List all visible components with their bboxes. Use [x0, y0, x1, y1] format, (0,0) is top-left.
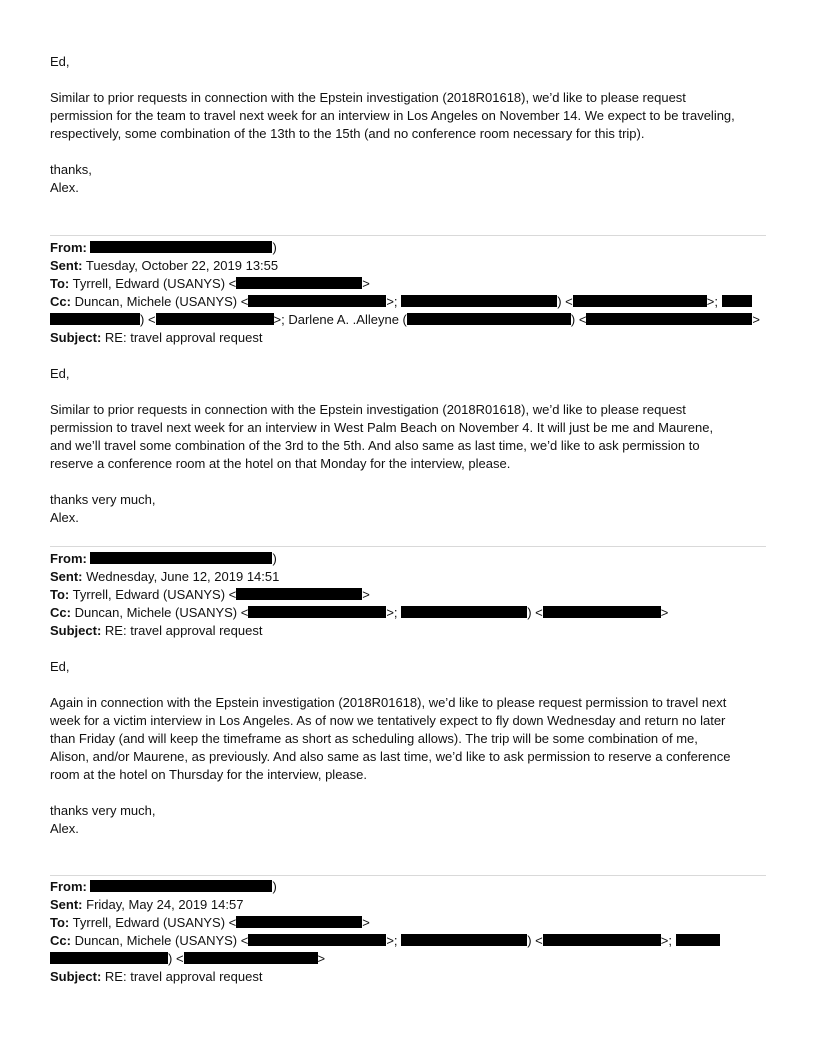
- redaction-box: [248, 606, 386, 618]
- to-label: To:: [50, 276, 70, 291]
- body-line: Similar to prior requests in connection with the Epstein investigation (2018R01618), we’d like to please request: [50, 402, 686, 417]
- cc-line: Cc: Duncan, Michele (USANYS) < >; ) < >;: [50, 293, 752, 311]
- cc-label: Cc:: [50, 294, 71, 309]
- from-label: From:: [50, 551, 87, 566]
- redaction-box: [543, 934, 661, 946]
- cc-recipient: Duncan, Michele (USANYS) <: [74, 933, 249, 948]
- from-line: From: ): [50, 551, 277, 566]
- to-line: To: Tyrrell, Edward (USANYS) < >: [50, 915, 370, 930]
- subject-label: Subject:: [50, 969, 102, 984]
- from-label: From:: [50, 240, 87, 255]
- redaction-box: [543, 606, 661, 618]
- sent-value: Wednesday, June 12, 2019 14:51: [86, 569, 280, 584]
- body-line: week for a victim interview in Los Angeles. As of now we tentatively expect to fly down Wednesday and return no later: [50, 713, 726, 728]
- body-line: and we’ll travel some combination of the 3rd to the 5th. And also same as last time, we’d like to ask permission to: [50, 438, 700, 453]
- greeting: Ed,: [50, 366, 70, 381]
- subject-line: [50, 968, 262, 986]
- subject-label: Subject:: [50, 330, 102, 345]
- cc-recipient: Duncan, Michele (USANYS) <: [74, 294, 249, 309]
- signoff: thanks,: [50, 162, 92, 177]
- redaction-box: [573, 295, 707, 307]
- signature: Alex.: [50, 180, 79, 195]
- redaction-box: [184, 952, 318, 964]
- sent-line: [50, 896, 243, 914]
- body-line: than Friday (and will keep the timeframe as short as scheduling allows). The trip will be some combination of me,: [50, 731, 698, 746]
- redaction-box: [586, 313, 752, 325]
- subject-line: [50, 329, 262, 347]
- cc-line-continued: ) < >; Darlene A. .Alleyne ( ) < >: [50, 311, 760, 329]
- sent-label: Sent:: [50, 897, 83, 912]
- body-line: Again in connection with the Epstein investigation (2018R01618), we’d like to please request permission to travel next: [50, 695, 727, 710]
- redaction-box: [50, 952, 168, 964]
- sent-line: [50, 257, 278, 275]
- redaction-box: [248, 934, 386, 946]
- redaction-box: [401, 934, 527, 946]
- subject-value: RE: travel approval request: [104, 330, 263, 345]
- sent-value: Friday, May 24, 2019 14:57: [86, 897, 244, 912]
- cc-line: Cc: Duncan, Michele (USANYS) < >; ) < >;: [50, 932, 720, 950]
- redaction-box: [401, 606, 527, 618]
- body-line: permission for the team to travel next week for an interview in Los Angeles on November 14. We expect to be traveling,: [50, 108, 735, 123]
- redaction-box: [722, 295, 752, 307]
- to-recipient: Tyrrell, Edward (USANYS) <: [72, 587, 237, 602]
- signature: Alex.: [50, 510, 79, 525]
- subject-line: [50, 622, 262, 640]
- to-label: To:: [50, 915, 70, 930]
- redaction-box: [236, 277, 362, 289]
- separator: [50, 875, 766, 876]
- signature: Alex.: [50, 821, 79, 836]
- sent-label: Sent:: [50, 569, 83, 584]
- signoff: thanks very much,: [50, 492, 156, 507]
- signoff: thanks very much,: [50, 803, 156, 818]
- redaction-box: [90, 241, 272, 253]
- redaction-box: [50, 313, 140, 325]
- greeting: Ed,: [50, 54, 70, 69]
- subject-value: RE: travel approval request: [104, 969, 263, 984]
- redaction-box: [676, 934, 720, 946]
- cc-label: Cc:: [50, 933, 71, 948]
- from-line: From: ): [50, 240, 277, 255]
- sent-line: [50, 568, 279, 586]
- cc-line-continued: ) < >: [50, 950, 325, 968]
- separator: [50, 546, 766, 547]
- to-line: To: Tyrrell, Edward (USANYS) < >: [50, 587, 370, 602]
- body-line: permission to travel next week for an interview in West Palm Beach on November 4. It will just be me and Maurene,: [50, 420, 714, 435]
- cc-recipient: Duncan, Michele (USANYS) <: [74, 605, 249, 620]
- body-line: Alison, and/or Maurene, as previously. And also same as last time, we’d like to ask permission to reserve a conference: [50, 749, 731, 764]
- cc-label: Cc:: [50, 605, 71, 620]
- greeting: Ed,: [50, 659, 70, 674]
- body-line: respectively, some combination of the 13th to the 15th (and no conference room necessary for this trip).: [50, 126, 645, 141]
- redaction-box: [236, 588, 362, 600]
- redaction-box: [156, 313, 274, 325]
- redaction-box: [90, 552, 272, 564]
- body-line: Similar to prior requests in connection with the Epstein investigation (2018R01618), we’d like to please request: [50, 90, 686, 105]
- subject-label: Subject:: [50, 623, 102, 638]
- body-line: reserve a conference room at the hotel on that Monday for the interview, please.: [50, 456, 511, 471]
- sent-value: Tuesday, October 22, 2019 13:55: [85, 258, 279, 273]
- from-line: From: ): [50, 879, 277, 894]
- to-line: To: Tyrrell, Edward (USANYS) < >: [50, 276, 370, 291]
- sent-label: Sent:: [50, 258, 83, 273]
- to-label: To:: [50, 587, 70, 602]
- redaction-box: [248, 295, 386, 307]
- redaction-box: [407, 313, 571, 325]
- subject-value: RE: travel approval request: [104, 623, 263, 638]
- separator: [50, 235, 766, 236]
- redaction-box: [236, 916, 362, 928]
- from-label: From:: [50, 879, 87, 894]
- cc-line: Cc: Duncan, Michele (USANYS) < >; ) < >: [50, 605, 669, 620]
- to-recipient: Tyrrell, Edward (USANYS) <: [72, 276, 237, 291]
- redaction-box: [401, 295, 557, 307]
- body-line: room at the hotel on Thursday for the interview, please.: [50, 767, 367, 782]
- to-recipient: Tyrrell, Edward (USANYS) <: [72, 915, 237, 930]
- redaction-box: [90, 880, 272, 892]
